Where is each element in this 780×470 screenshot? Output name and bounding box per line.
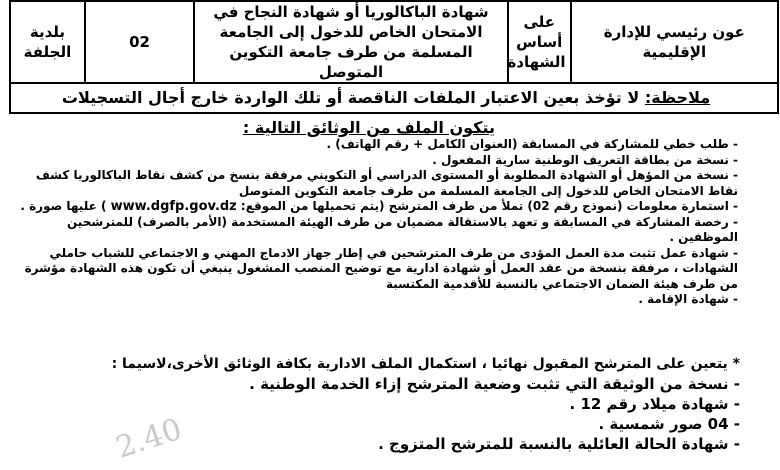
location-line: بلدية	[29, 23, 66, 41]
accepted-intro: * يتعين على المترشح المقبول نهائيا ، استكمال الملف الادارية بكافة الوثائق الأخرى،لاسيما :	[111, 356, 740, 372]
form-suffix: ) عليها صورة .	[20, 199, 111, 213]
list-item: - شهادة الحالة العائلية بالنسبة للمترشح المتزوج .	[378, 435, 740, 453]
list-item: - 04 صور شمسية .	[598, 415, 740, 433]
faint-stamp-mark: 2.40	[111, 411, 187, 466]
list-item: - شهادة ميلاد رقم 12 .	[569, 395, 740, 413]
dossier-list	[12, 137, 738, 308]
basis-line: أساس	[516, 33, 563, 51]
form-prefix: - استمارة معلومات (نموذج رقم 02) تملأ من طرف المترشح (يتم تحميلها من الموقع:	[236, 199, 738, 213]
list-item: - شهادة الإقامة .	[638, 292, 738, 306]
website-link[interactable]: www.dgfp.gov.dz	[110, 199, 237, 214]
list-item: - شهادة عمل تثبت مدة العمل المؤدى من طرف المترشحين في إطار جهاز الادماج المهني و الاجتماعي للشباب حاملي الشهادات ، مرفقة بنسخة من عقد العمل أو شهادة ادارية مع توضيح المنصب المشغول ينبغي أن تكون هذه الشهادة مؤشرة من طرف هيئة الضمان الاجتماعي بالنسبة للأقدمية المكتسبة	[24, 245, 738, 291]
location	[10, 1, 85, 83]
positions-count: 02	[85, 1, 194, 83]
table-row	[10, 83, 778, 113]
list-item: - رخصة المشاركة في المسابقة و تعهد بالاستقالة مضميان من طرف الهيئة المستخدمة (الأمر بالصرف) للمترشحين الموظفين .	[67, 214, 738, 244]
location-line: الجلفة	[23, 43, 72, 61]
positions-table	[9, 0, 779, 114]
list-item: - طلب خطي للمشاركة في المسابقة (العنوان الكامل + رقم الهاتف) .	[326, 137, 738, 151]
list-item	[12, 199, 738, 215]
note-label: ملاحظة:	[644, 88, 711, 107]
dossier-heading: يتكون الملف من الوثائق التالية :	[242, 118, 495, 137]
list-item: - نسخة من الوثيقة التي تثبت وضعية المترشح إزاء الخدمة الوطنية .	[249, 375, 740, 393]
basis-line: الشهادة	[507, 53, 566, 71]
list-item: - نسخة من المؤهل أو الشهادة المطلوبة أو المستوى الدراسي أو التكويني مرفقة بنسخ من كشف نقاط الباكالوريا كشف نقاط الامتحان الخاص للدخول إلى الجامعة المسلمة من طرف جامعة التكوين المتوصل	[35, 168, 738, 198]
note-row	[10, 83, 778, 113]
note-text: لا تؤخذ بعين الاعتبار الملفات الناقصة أو تلك الواردة خارج أجال التسجيلات	[61, 88, 645, 107]
basis-line: على	[523, 13, 555, 31]
recruitment-basis	[508, 1, 571, 83]
post-title: عون رئيسي للإدارة الإقليمية	[571, 1, 778, 83]
list-item: - نسخة من بطاقة التعريف الوطنية سارية المفعول .	[432, 152, 738, 167]
required-qualification: شهادة الباكالوريا أو شهادة النجاح في الامتحان الخاص للدخول إلى الجامعة المسلمة من طرف جامعة التكوين المتوصل	[194, 1, 508, 83]
table-row	[10, 1, 778, 83]
accepted-list	[200, 374, 740, 454]
